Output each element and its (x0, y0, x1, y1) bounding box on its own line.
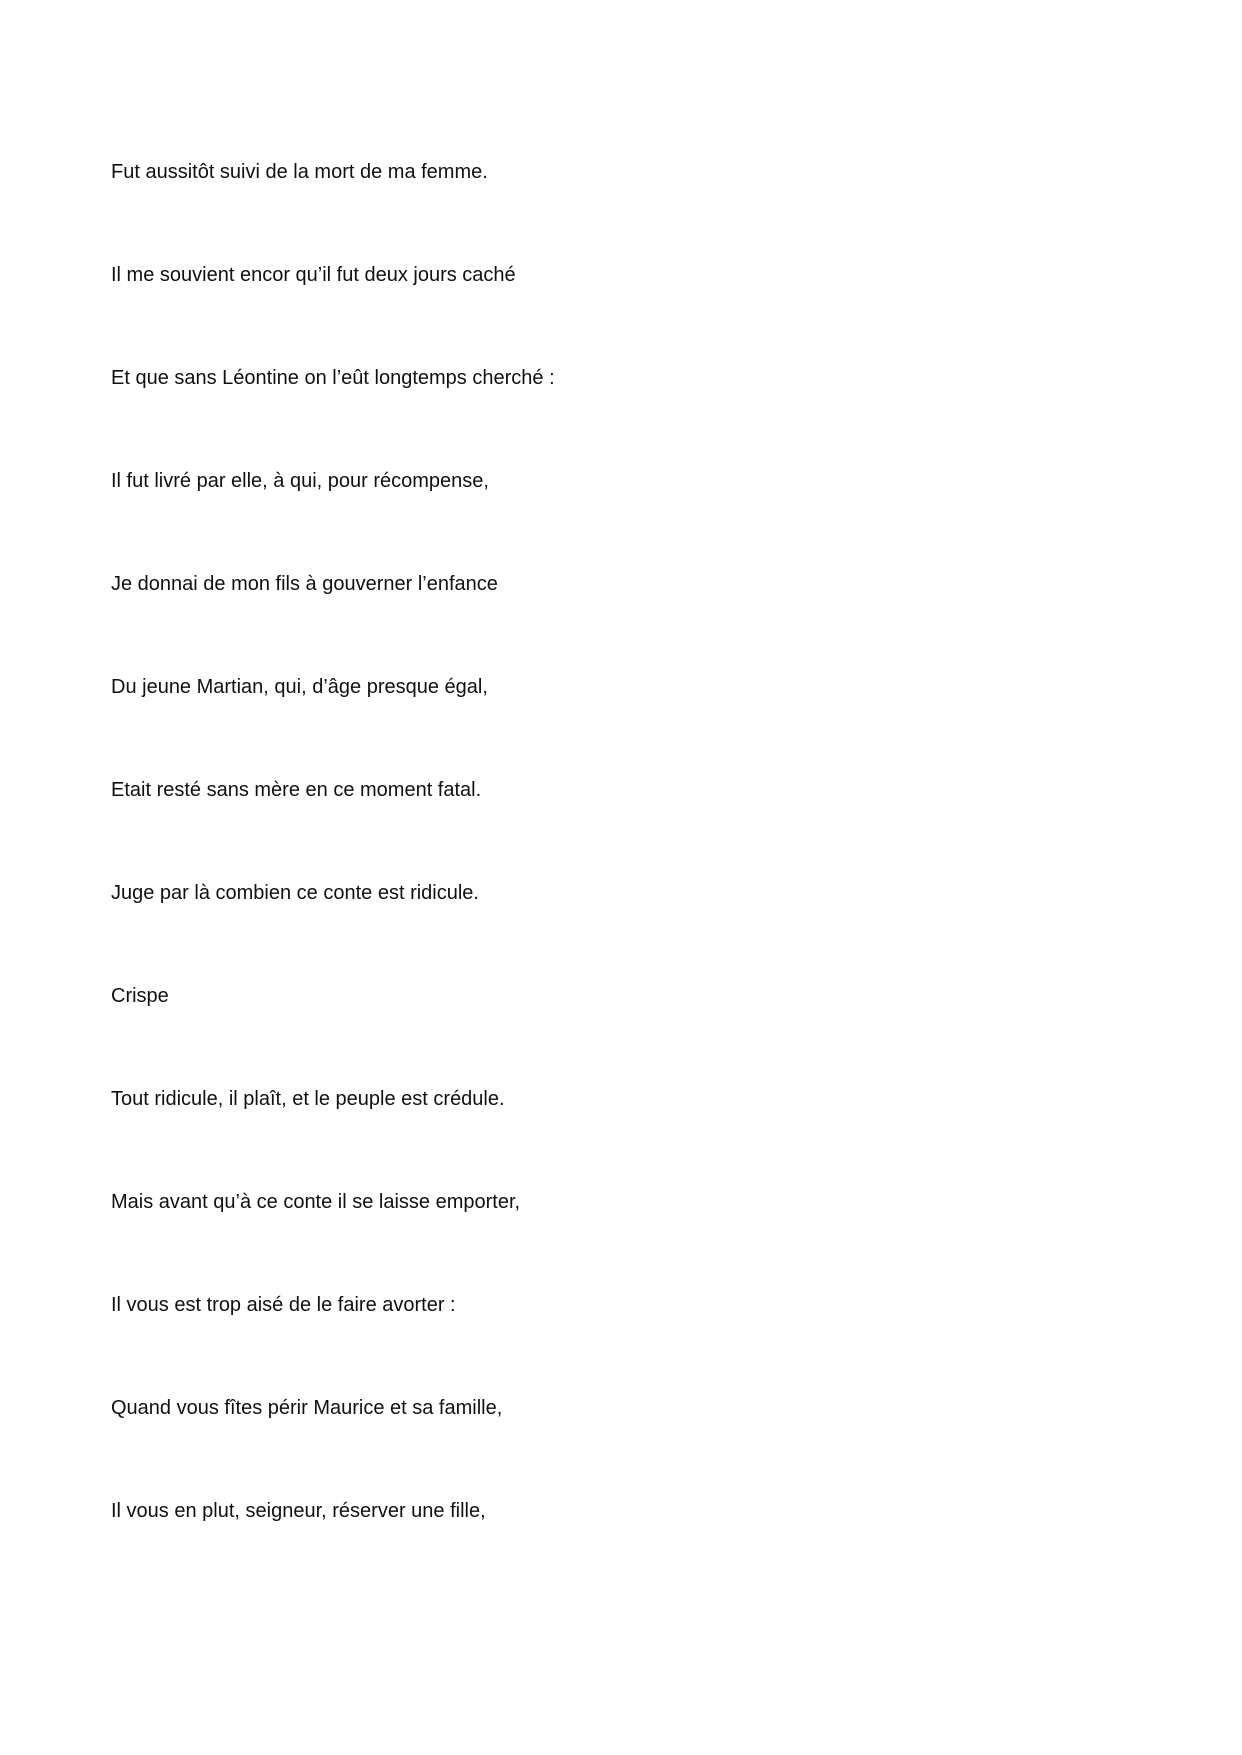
verse-line: Il me souvient encor qu’il fut deux jours caché (111, 264, 516, 286)
verse-line: Tout ridicule, il plaît, et le peuple est crédule. (111, 1088, 505, 1110)
verse-line: Etait resté sans mère en ce moment fatal. (111, 779, 482, 801)
verse-line: Je donnai de mon fils à gouverner l’enfance (111, 573, 498, 595)
verse-text (111, 160, 555, 1602)
verse-line: Fut aussitôt suivi de la mort de ma femme. (111, 161, 488, 183)
speaker-name: Crispe (111, 985, 169, 1007)
verse-line: Il vous est trop aisé de le faire avorter : (111, 1294, 456, 1316)
verse-line: Il fut livré par elle, à qui, pour récompense, (111, 470, 489, 492)
verse-line: Il vous en plut, seigneur, réserver une fille, (111, 1500, 486, 1522)
verse-line: Juge par là combien ce conte est ridicule. (111, 882, 479, 904)
verse-line: Du jeune Martian, qui, d’âge presque égal, (111, 676, 488, 698)
verse-line: Mais avant qu’à ce conte il se laisse emporter, (111, 1191, 521, 1213)
verse-line: Quand vous fîtes périr Maurice et sa famille, (111, 1397, 503, 1419)
verse-line: Et que sans Léontine on l’eût longtemps cherché : (111, 367, 555, 389)
